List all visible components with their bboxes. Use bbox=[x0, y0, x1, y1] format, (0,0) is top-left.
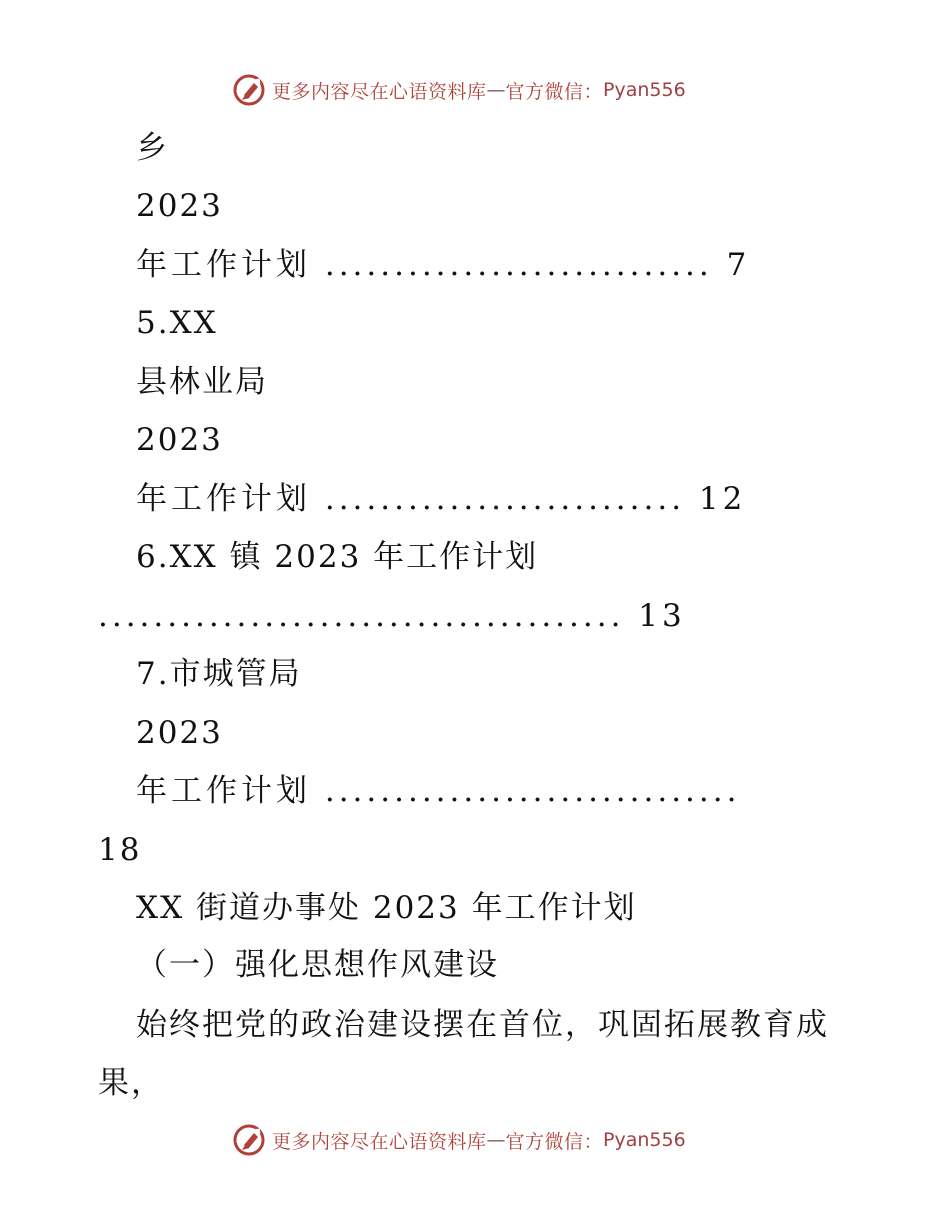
footer-watermark-banner bbox=[232, 1122, 686, 1158]
banner-wechat-id: Pyan556 bbox=[603, 79, 686, 101]
pen-nib-logo-icon bbox=[232, 73, 266, 107]
banner-text-wechat: 官方微信： bbox=[505, 1130, 604, 1153]
toc-entry-4: 年工作计划 ............................ 7 bbox=[136, 247, 751, 283]
toc-line: 县林业局 bbox=[136, 364, 268, 400]
section-heading: （一）强化思想作风建设 bbox=[136, 947, 499, 983]
toc-line: 5.XX bbox=[136, 305, 218, 341]
document-title: XX 街道办事处 2023 年工作计划 bbox=[136, 890, 637, 926]
toc-entry-7: 年工作计划 .............................. bbox=[136, 773, 741, 809]
toc-entry-6: 6.XX 镇 2023 年工作计划 bbox=[136, 539, 539, 575]
toc-entry-5: 年工作计划 .......................... 12 bbox=[136, 481, 747, 517]
toc-line: 2023 bbox=[136, 188, 223, 224]
banner-text-main: 更多内容尽在心语资料库 bbox=[272, 80, 487, 103]
toc-page-number: 18 bbox=[98, 832, 142, 868]
header-watermark-banner bbox=[232, 72, 686, 108]
toc-line: 7.市城管局 bbox=[136, 656, 302, 692]
toc-line: 2023 bbox=[136, 715, 223, 751]
banner-text-wechat: 官方微信： bbox=[505, 80, 604, 103]
banner-separator: — bbox=[486, 79, 506, 101]
banner-separator: — bbox=[486, 1129, 506, 1151]
paragraph-line: 果， bbox=[98, 1065, 164, 1101]
paragraph-line: 始终把党的政治建设摆在首位，巩固拓展教育成 bbox=[136, 1007, 829, 1043]
toc-line: 乡 bbox=[136, 130, 169, 166]
toc-line: 2023 bbox=[136, 422, 223, 458]
banner-wechat-id: Pyan556 bbox=[603, 1129, 686, 1151]
pen-nib-logo-icon bbox=[232, 1123, 266, 1157]
toc-leader-6: ...................................... 13 bbox=[98, 598, 686, 634]
banner-text-main: 更多内容尽在心语资料库 bbox=[272, 1130, 487, 1153]
